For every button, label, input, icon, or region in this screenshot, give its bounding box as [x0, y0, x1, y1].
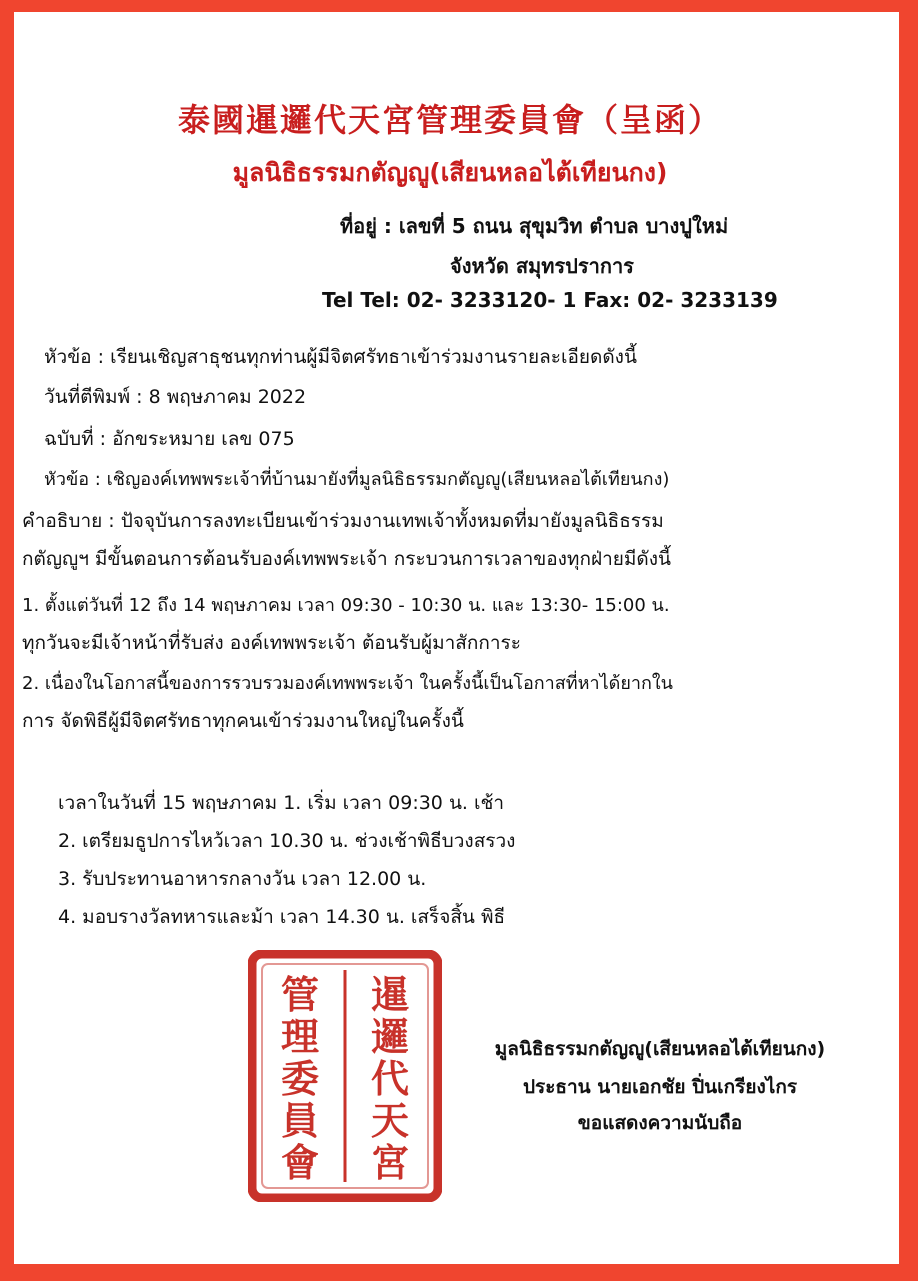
- info-subject-1: หัวข้อ : เรียนเชิญสาธุชนทุกท่านผู้มีจิตศรัทธาเข้าร่วมงานรายละเอียดดังนี้: [44, 346, 637, 368]
- signature-closing: ขอแสดงความนับถือ: [577, 1112, 743, 1134]
- description-line-2: กตัญญูฯ มีขั้นตอนการต้อนรับองค์เทพพระเจ้า กระบวนการเวลาของทุกฝ่ายมีดังนี้: [22, 548, 672, 570]
- signature-president: ประธาน นายเอกชัย ปิ่นเกรียงไกร: [522, 1076, 798, 1098]
- seal-character: 員: [280, 1098, 320, 1143]
- item-1-line-1: 1. ตั้งแต่วันที่ 12 ถึง 14 พฤษภาคม เวลา 09:30 - 10:30 น. และ 13:30- 15:00 น.: [22, 595, 670, 616]
- info-subject-2: หัวข้อ : เชิญองค์เทพพระเจ้าที่บ้านมายังที่มูลนิธิธรรมกตัญญู(เสียนหลอไต้เทียนกง): [44, 469, 670, 490]
- seal-character: 理: [280, 1014, 320, 1059]
- schedule-line-4: 4. มอบรางวัลทหารและม้า เวลา 14.30 น. เสร็จสิ้น พิธี: [58, 906, 506, 928]
- seal-character: 邏: [370, 1014, 410, 1059]
- item-1-line-2: ทุกวันจะมีเจ้าหน้าที่รับส่ง องค์เทพพระเจ้า ต้อนรับผู้มาสักการะ: [22, 632, 521, 654]
- schedule-line-3: 3. รับประทานอาหารกลางวัน เวลา 12.00 น.: [58, 868, 427, 890]
- header-title-thai: มูลนิธิธรรมกตัญญู(เสียนหลอไต้เทียนกง): [232, 158, 668, 187]
- info-date: วันที่ตีพิมพ์ : 8 พฤษภาคม 2022: [44, 386, 307, 408]
- address-contact: Tel Tel: 02- 3233120- 1 Fax: 02- 3233139: [322, 288, 778, 312]
- signature-organization: มูลนิธิธรรมกตัญญู(เสียนหลอไต้เทียนกง): [494, 1038, 826, 1060]
- seal-character: 暹: [370, 972, 410, 1017]
- seal-text-column-right: [371, 972, 409, 1185]
- schedule-line-1: เวลาในวันที่ 15 พฤษภาคม 1. เริ่ม เวลา 09:30 น. เช้า: [58, 792, 505, 814]
- seal-character: 管: [280, 972, 320, 1017]
- address-line-2: จังหวัด สมุทรปราการ: [450, 254, 634, 278]
- info-number: ฉบับที่ : อักขระหมาย เลข 075: [44, 428, 295, 450]
- seal-character: 宮: [370, 1140, 410, 1185]
- header-title-chinese: 泰國暹邏代天宮管理委員會（呈函）: [177, 101, 722, 139]
- seal-character: 天: [370, 1098, 410, 1143]
- seal-character: 委: [280, 1056, 320, 1101]
- address-line-1: ที่อยู่ : เลขที่ 5 ถนน สุขุมวิท ตำบล บางปูใหม่: [340, 214, 729, 238]
- item-2-line-2: การ จัดพิธีผู้มีจิตศรัทธาทุกคนเข้าร่วมงานใหญ่ในครั้งนี้: [22, 710, 464, 732]
- seal-character: 會: [280, 1140, 320, 1185]
- seal-text-column-left: [281, 972, 319, 1185]
- schedule-line-2: 2. เตรียมธูปการไหว้เวลา 10.30 น. ช่วงเช้าพิธีบวงสรวง: [58, 830, 516, 852]
- red-seal-stamp: [248, 950, 442, 1202]
- item-2-line-1: 2. เนื่องในโอกาสนี้ของการรวบรวมองค์เทพพระเจ้า ในครั้งนี้เป็นโอกาสที่หาได้ยากใน: [22, 673, 673, 694]
- seal-character: 代: [370, 1056, 410, 1101]
- description-line-1: คำอธิบาย : ปัจจุบันการลงทะเบียนเข้าร่วมงานเทพเจ้าทั้งหมดที่มายังมูลนิธิธรรม: [22, 510, 664, 532]
